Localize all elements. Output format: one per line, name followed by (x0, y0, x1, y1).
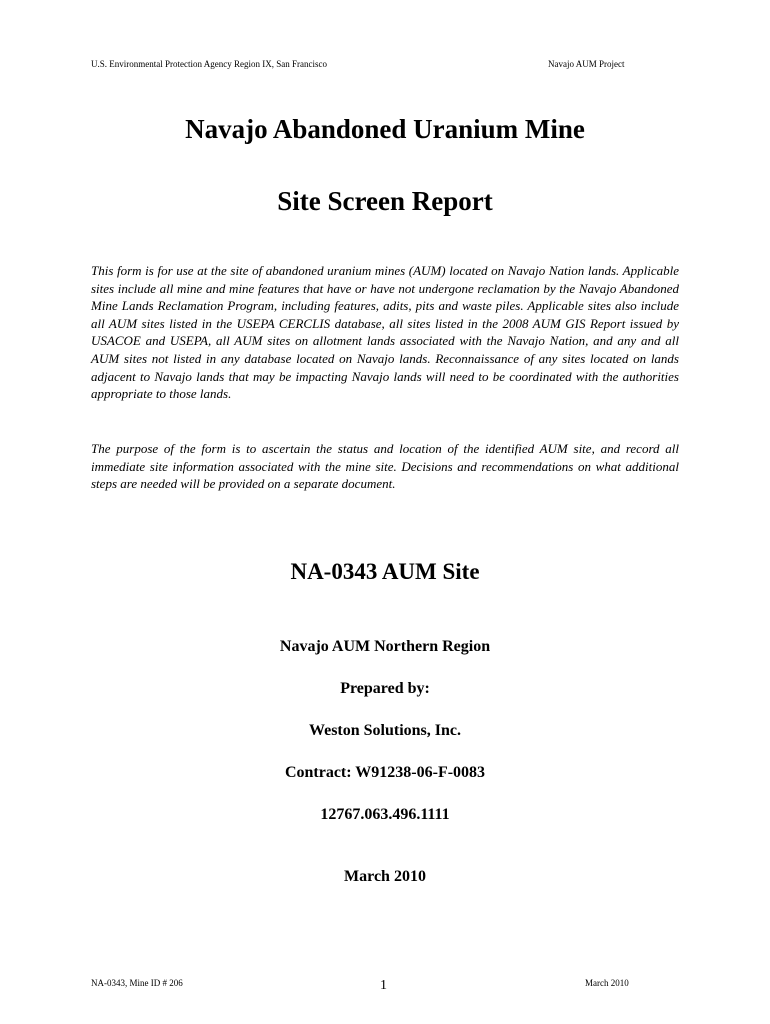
report-date: March 2010 (344, 868, 426, 885)
preparer-name: Weston Solutions, Inc. (308, 722, 462, 739)
site-region: Navajo AUM Northern Region (279, 638, 491, 655)
footer-site-id: NA-0343, Mine ID # 206 (91, 978, 183, 988)
report-subtitle: Site Screen Report (277, 186, 493, 216)
header-project: Navajo AUM Project (548, 59, 625, 69)
footer-date: March 2010 (585, 978, 629, 988)
header-agency: U.S. Environmental Protection Agency Region IX, San Francisco (91, 59, 327, 69)
contract-number: Contract: W91238-06-F-0083 (284, 764, 486, 781)
project-number: 12767.063.496.1111 (320, 806, 450, 823)
page-number: 1 (380, 978, 387, 993)
site-name: NA-0343 AUM Site (290, 559, 480, 584)
intro-paragraph-1: This form is for use at the site of abandoned uranium mines (AUM) located on Navajo Nation lands. Applicable sites include all mine and mine features that have or have not undergone reclamation by the Navajo Abandoned Mine Lands Reclamation Program, including features, adits, pits and waste piles. Applicable sites also include all AUM sites listed in the USEPA CERCLIS database, all sites listed in the 2008 AUM GIS Report issued by USACOE and USEPA, all AUM sites on allotment lands associated with the Navajo Nation, and any and all AUM sites not listed in any database located on Navajo lands. Reconnaissance of any sites located on lands adjacent to Navajo lands that may be impacting Navajo lands will need to be coordinated with the authorities appropriate to those lands. (91, 263, 679, 402)
prepared-by-label: Prepared by: (340, 680, 430, 697)
report-title: Navajo Abandoned Uranium Mine (185, 114, 585, 144)
intro-paragraph-2: The purpose of the form is to ascertain the status and location of the identified AUM site, and record all immediate site information associated with the mine site. Decisions and recommendations on what additional steps are needed will be provided on a separate document. (91, 441, 679, 492)
